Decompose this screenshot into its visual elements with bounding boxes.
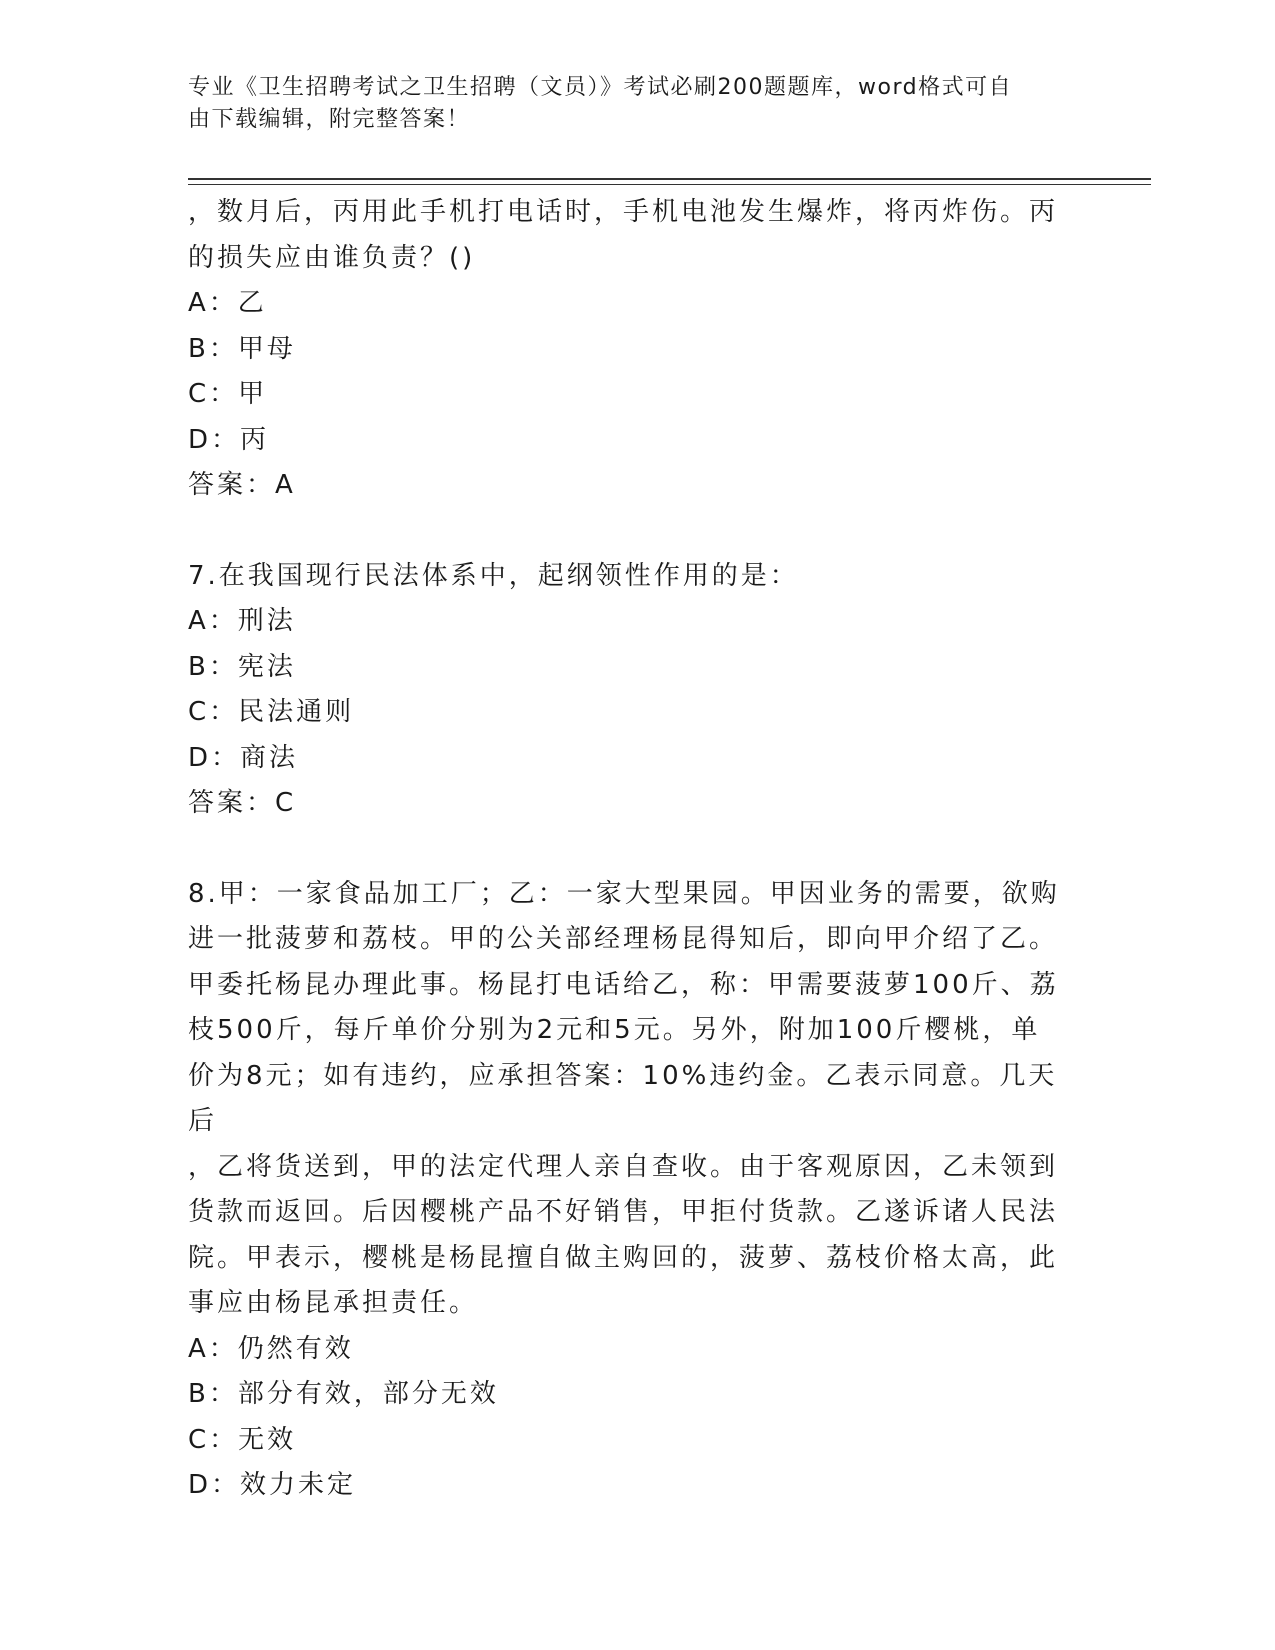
question-stem-line: ，乙将货送到，甲的法定代理人亲自查收。由于客观原因，乙未领到 — [188, 1151, 1059, 1182]
question-stem-line: 价为8元；如有违约，应承担答案：10%违约金。乙表示同意。几天后 — [188, 1060, 1058, 1136]
option-a: A：乙 — [188, 288, 267, 318]
header-line-1: 专业《卫生招聘考试之卫生招聘（文员）》考试必刷200题题库，word格式可自 — [188, 75, 1013, 100]
option-b: B：部分有效，部分无效 — [188, 1379, 499, 1409]
question-7 — [188, 554, 1068, 827]
option-a: A：刑法 — [188, 606, 296, 636]
question-stem-line: 甲委托杨昆办理此事。杨昆打电话给乙，称：甲需要菠萝100斤、荔 — [188, 969, 1059, 1000]
question-stem-line: 院。甲表示，樱桃是杨昆擅自做主购回的，菠萝、荔枝价格太高，此 — [188, 1242, 1059, 1273]
document-header — [188, 72, 1068, 136]
option-b: B：宪法 — [188, 651, 296, 682]
document-body — [188, 190, 1068, 1509]
question-text-line: 的损失应由谁负责？() — [188, 242, 476, 273]
question-stem-line: 货款而返回。后因樱桃产品不好销售，甲拒付货款。乙遂诉诸人民法 — [188, 1197, 1059, 1227]
spacer — [188, 509, 1068, 554]
question-stem: 7.在我国现行民法体系中，起纲领性作用的是： — [188, 560, 799, 591]
header-rule-thin — [188, 184, 1151, 185]
question-6 — [188, 190, 1068, 509]
question-stem-line: 8.甲：一家食品加工厂；乙：一家大型果园。甲因业务的需要，欲购 — [188, 878, 1060, 909]
question-stem-line: 枝500斤，每斤单价分别为2元和5元。另外，附加100斤樱桃，单 — [188, 1015, 1041, 1045]
question-stem-line: 进一批菠萝和荔枝。甲的公关部经理杨昆得知后，即向甲介绍了乙。 — [188, 924, 1059, 954]
question-stem-line: 事应由杨昆承担责任。 — [188, 1288, 479, 1318]
option-d: D：丙 — [188, 424, 270, 455]
answer: 答案：A — [188, 470, 296, 500]
spacer — [188, 827, 1068, 872]
option-c: C：民法通则 — [188, 697, 355, 727]
question-8 — [188, 872, 1068, 1509]
option-a: A：仍然有效 — [188, 1333, 354, 1364]
option-d: D：效力未定 — [188, 1470, 357, 1500]
option-d: D：商法 — [188, 742, 299, 773]
option-b: B：甲母 — [188, 333, 296, 364]
option-c: C：甲 — [188, 379, 268, 409]
option-c: C：无效 — [188, 1424, 297, 1455]
answer: 答案：C — [188, 788, 297, 818]
header-line-2: 由下载编辑，附完整答案！ — [188, 107, 471, 132]
question-text-line: ，数月后，丙用此手机打电话时，手机电池发生爆炸，将丙炸伤。丙 — [188, 197, 1059, 227]
header-rule-thick — [188, 178, 1151, 180]
